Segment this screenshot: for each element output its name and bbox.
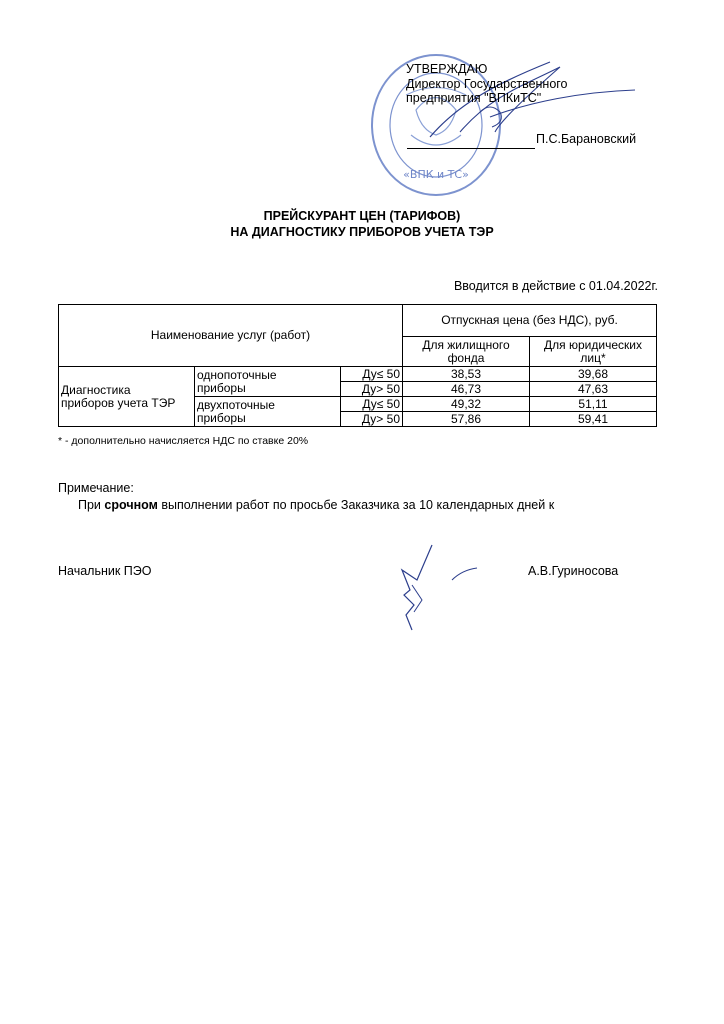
chief-signature: [392, 540, 482, 640]
approval-organization: предприятия "ВПКиТС": [406, 91, 542, 105]
approval-heading: УТВЕРЖДАЮ: [406, 62, 488, 76]
price-table: [58, 304, 657, 427]
device-type-cell: приборы: [195, 382, 341, 397]
approval-block: [406, 62, 568, 106]
legal-price-cell: 47,63: [530, 382, 657, 397]
note-label: Примечание:: [58, 481, 134, 495]
device-type-cell: приборы: [195, 412, 341, 427]
note-prefix: При: [78, 498, 105, 512]
effective-date: Вводится в действие с 01.04.2022г.: [453, 279, 658, 293]
diameter-cell: Ду≤ 50: [341, 367, 403, 382]
stamp-text: «ВПК и ТС»: [403, 168, 469, 181]
header-service: Наименование услуг (работ): [59, 305, 403, 367]
header-legal: [530, 337, 657, 367]
header-housing-line2: фонда: [447, 350, 485, 365]
header-housing-line1: Для жилищного: [422, 337, 510, 352]
legal-price-cell: 59,41: [530, 412, 657, 427]
diameter-cell: Ду> 50: [341, 412, 403, 427]
signature-line: [407, 148, 535, 149]
chief-position: Начальник ПЭО: [58, 564, 152, 578]
header-legal-line2: лиц*: [580, 350, 606, 365]
note-text: [78, 498, 554, 512]
document-title-line1: ПРЕЙСКУРАНТ ЦЕН (ТАРИФОВ): [263, 209, 461, 223]
housing-price-cell: 38,53: [403, 367, 530, 382]
legal-price-cell: 39,68: [530, 367, 657, 382]
table-header-row: [59, 305, 657, 337]
approval-position: Директор Государственного: [406, 76, 568, 91]
header-price: Отпускная цена (без НДС), руб.: [403, 305, 657, 337]
housing-price-cell: 49,32: [403, 397, 530, 412]
vat-footnote: * - дополнительно начисляется НДС по ставке 20%: [58, 435, 309, 447]
diameter-cell: Ду≤ 50: [341, 397, 403, 412]
diameter-cell: Ду> 50: [341, 382, 403, 397]
document-title-line2: НА ДИАГНОСТИКУ ПРИБОРОВ УЧЕТА ТЭР: [230, 225, 494, 239]
device-type-cell: однопоточные: [195, 367, 341, 382]
chief-name: А.В.Гуриносова: [528, 564, 619, 578]
table-row: [59, 367, 657, 382]
service-name-line1: Диагностика: [61, 382, 131, 397]
header-housing: [403, 337, 530, 367]
header-legal-line1: Для юридических: [544, 337, 642, 352]
housing-price-cell: 57,86: [403, 412, 530, 427]
note-bold-word: срочном: [104, 498, 158, 512]
legal-price-cell: 51,11: [530, 397, 657, 412]
service-name-cell: [59, 367, 195, 427]
device-type-cell: двухпоточные: [195, 397, 341, 412]
approver-name: П.С.Барановский: [536, 132, 637, 146]
note-suffix: выполнении работ по просьбе Заказчика за 10 календарных дней к: [157, 498, 555, 512]
housing-price-cell: 46,73: [403, 382, 530, 397]
service-name-line2: приборов учета ТЭР: [61, 395, 176, 410]
